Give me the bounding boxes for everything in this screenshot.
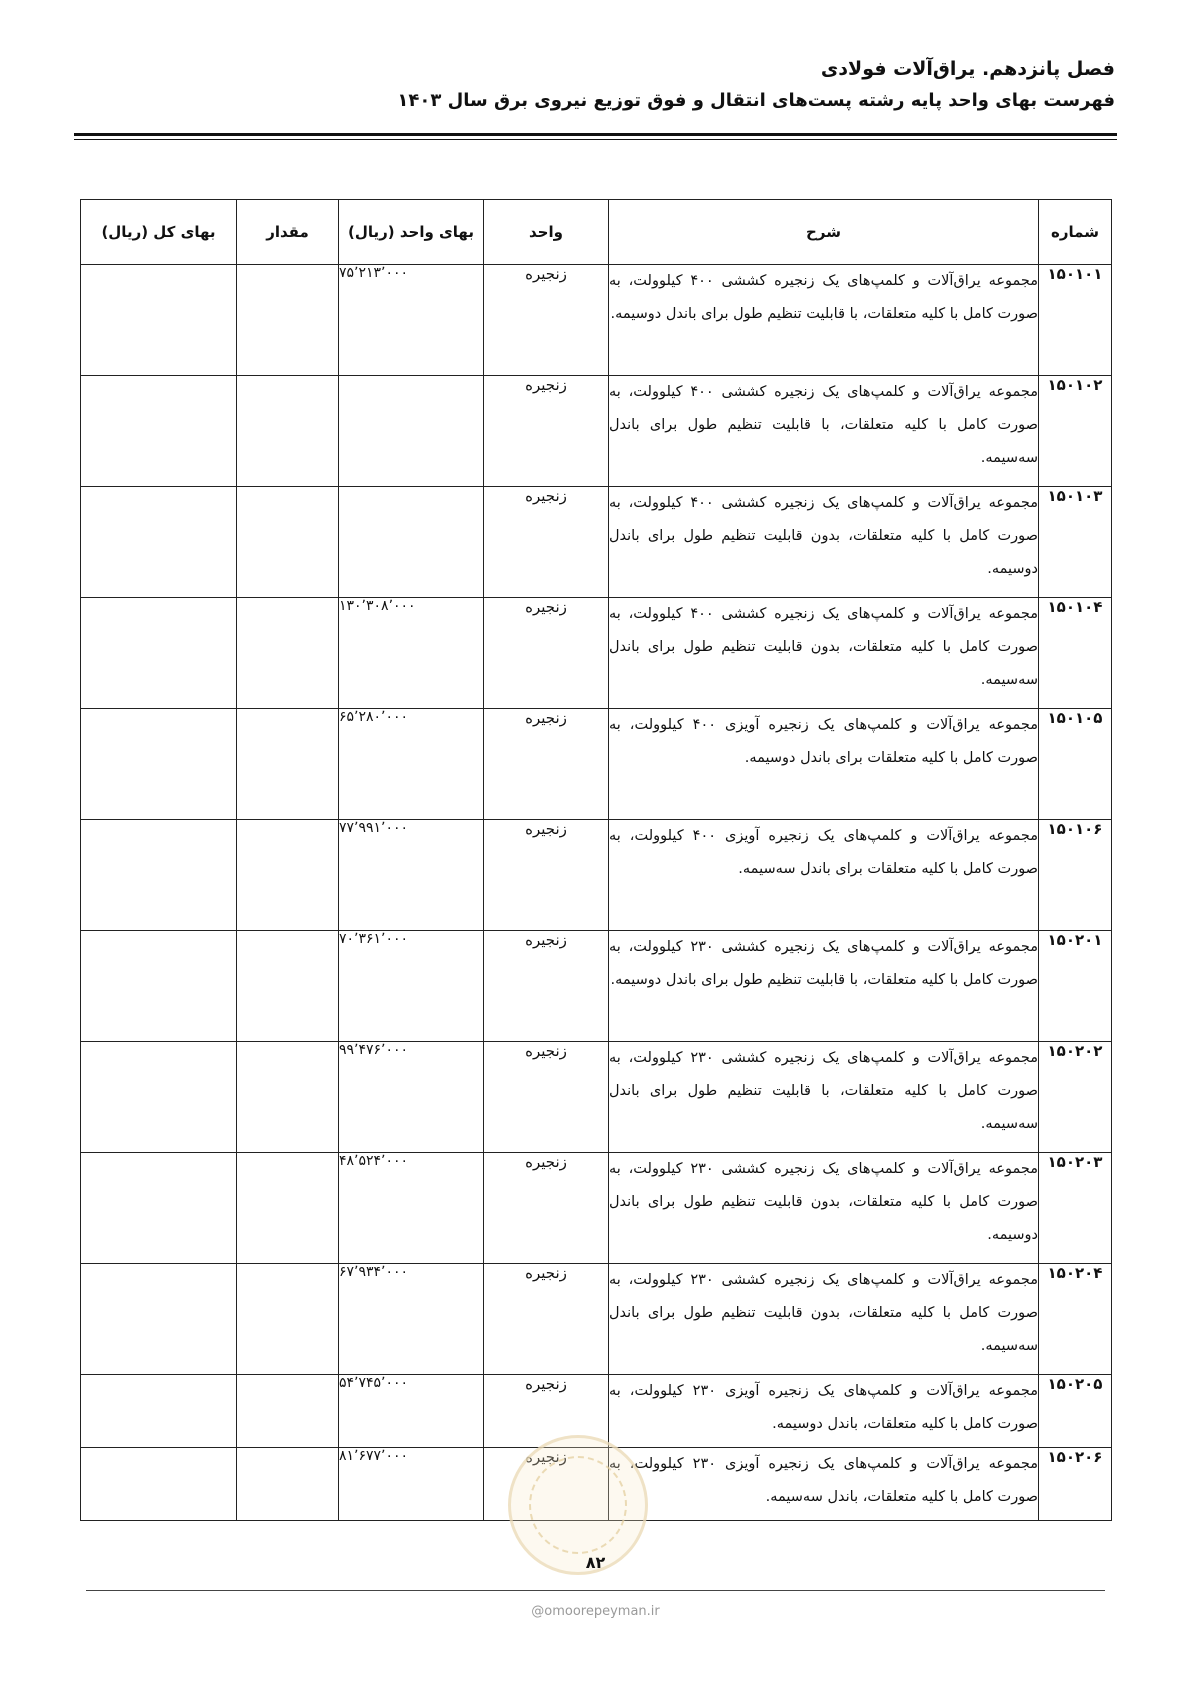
item-unit-price: ۵۴٬۷۴۵٬۰۰۰ bbox=[339, 1375, 484, 1448]
item-description: مجموعه یراق‌آلات و کلمپ‌های یک زنجیره کششی ۴۰۰ کیلوولت، به صورت کامل با کلیه متعلقات، بدون قابلیت تنظیم طول برای باندل سه‌سیمه. bbox=[609, 598, 1039, 709]
item-quantity bbox=[237, 376, 339, 487]
header-description: شرح bbox=[609, 200, 1039, 265]
seal-inner-ring bbox=[529, 1456, 627, 1554]
item-quantity bbox=[237, 1264, 339, 1375]
item-quantity bbox=[237, 1375, 339, 1448]
footer-rule bbox=[86, 1590, 1105, 1591]
item-total bbox=[81, 487, 237, 598]
item-number: ۱۵۰۱۰۶ bbox=[1039, 820, 1112, 931]
item-number: ۱۵۰۲۰۵ bbox=[1039, 1375, 1112, 1448]
item-unit-price: ۸۱٬۶۷۷٬۰۰۰ bbox=[339, 1448, 484, 1521]
item-description: مجموعه یراق‌آلات و کلمپ‌های یک زنجیره کششی ۲۳۰ کیلوولت، به صورت کامل با کلیه متعلقات، با قابلیت تنظیم طول برای باندل دوسیمه. bbox=[609, 931, 1039, 1042]
item-unit: زنجیره bbox=[484, 598, 609, 709]
item-number: ۱۵۰۱۰۳ bbox=[1039, 487, 1112, 598]
item-unit: زنجیره bbox=[484, 1448, 609, 1521]
item-unit: زنجیره bbox=[484, 376, 609, 487]
item-description: مجموعه یراق‌آلات و کلمپ‌های یک زنجیره کششی ۲۳۰ کیلوولت، به صورت کامل با کلیه متعلقات، بدون قابلیت تنظیم طول برای باندل سه‌سیمه. bbox=[609, 1264, 1039, 1375]
header-rule-thin bbox=[74, 139, 1117, 140]
item-unit: زنجیره bbox=[484, 265, 609, 376]
table-header-row bbox=[81, 200, 1112, 265]
item-quantity bbox=[237, 1042, 339, 1153]
item-number: ۱۵۰۲۰۶ bbox=[1039, 1448, 1112, 1521]
item-unit: زنجیره bbox=[484, 709, 609, 820]
page-number: ۸۲ bbox=[585, 1553, 606, 1572]
item-description: مجموعه یراق‌آلات و کلمپ‌های یک زنجیره آویزی ۴۰۰ کیلوولت، به صورت کامل با کلیه متعلقات برای باندل سه‌سیمه. bbox=[609, 820, 1039, 931]
item-number: ۱۵۰۱۰۵ bbox=[1039, 709, 1112, 820]
item-total bbox=[81, 1153, 237, 1264]
header-unit-price: بهای واحد (ریال) bbox=[339, 200, 484, 265]
item-description: مجموعه یراق‌آلات و کلمپ‌های یک زنجیره کششی ۴۰۰ کیلوولت، به صورت کامل با کلیه متعلقات، با قابلیت تنظیم طول برای باندل دوسیمه. bbox=[609, 265, 1039, 376]
item-unit-price: ۹۹٬۴۷۶٬۰۰۰ bbox=[339, 1042, 484, 1153]
header-unit: واحد bbox=[484, 200, 609, 265]
table-row bbox=[81, 1042, 1112, 1153]
item-quantity bbox=[237, 487, 339, 598]
item-unit-price: ۴۸٬۵۲۴٬۰۰۰ bbox=[339, 1153, 484, 1264]
table-row bbox=[81, 598, 1112, 709]
header-rule-thick bbox=[74, 133, 1117, 136]
item-total bbox=[81, 376, 237, 487]
item-total bbox=[81, 265, 237, 376]
item-quantity bbox=[237, 820, 339, 931]
document-subtitle: فهرست بهای واحد پایه رشته پست‌های انتقال و فوق توزیع نیروی برق سال ۱۴۰۳ bbox=[397, 90, 1115, 111]
item-unit-price bbox=[339, 487, 484, 598]
item-description: مجموعه یراق‌آلات و کلمپ‌های یک زنجیره کششی ۲۳۰ کیلوولت، به صورت کامل با کلیه متعلقات، با قابلیت تنظیم طول برای باندل سه‌سیمه. bbox=[609, 1042, 1039, 1153]
item-total bbox=[81, 820, 237, 931]
header-total-price: بهای کل (ریال) bbox=[81, 200, 237, 265]
item-total bbox=[81, 1448, 237, 1521]
item-number: ۱۵۰۱۰۴ bbox=[1039, 598, 1112, 709]
item-total bbox=[81, 1375, 237, 1448]
item-description: مجموعه یراق‌آلات و کلمپ‌های یک زنجیره آویزی ۲۳۰ کیلوولت، به صورت کامل با کلیه متعلقات، باندل سه‌سیمه. bbox=[609, 1448, 1039, 1521]
table-row bbox=[81, 265, 1112, 376]
item-quantity bbox=[237, 1153, 339, 1264]
item-unit-price: ۶۵٬۲۸۰٬۰۰۰ bbox=[339, 709, 484, 820]
item-unit: زنجیره bbox=[484, 1153, 609, 1264]
table-row bbox=[81, 376, 1112, 487]
item-number: ۱۵۰۱۰۱ bbox=[1039, 265, 1112, 376]
item-unit: زنجیره bbox=[484, 820, 609, 931]
header-quantity: مقدار bbox=[237, 200, 339, 265]
table-row bbox=[81, 820, 1112, 931]
price-table bbox=[80, 199, 1112, 1521]
item-unit-price: ۶۷٬۹۳۴٬۰۰۰ bbox=[339, 1264, 484, 1375]
item-quantity bbox=[237, 931, 339, 1042]
item-description: مجموعه یراق‌آلات و کلمپ‌های یک زنجیره کششی ۲۳۰ کیلوولت، به صورت کامل با کلیه متعلقات، بدون قابلیت تنظیم طول برای باندل دوسیمه. bbox=[609, 1153, 1039, 1264]
item-unit: زنجیره bbox=[484, 931, 609, 1042]
item-quantity bbox=[237, 265, 339, 376]
item-unit-price: ۷۷٬۹۹۱٬۰۰۰ bbox=[339, 820, 484, 931]
item-quantity bbox=[237, 1448, 339, 1521]
table-row bbox=[81, 931, 1112, 1042]
item-number: ۱۵۰۲۰۱ bbox=[1039, 931, 1112, 1042]
table-row bbox=[81, 487, 1112, 598]
item-number: ۱۵۰۲۰۳ bbox=[1039, 1153, 1112, 1264]
item-description: مجموعه یراق‌آلات و کلمپ‌های یک زنجیره کششی ۴۰۰ کیلوولت، به صورت کامل با کلیه متعلقات، بدون قابلیت تنظیم طول برای باندل دوسیمه. bbox=[609, 487, 1039, 598]
page-header bbox=[76, 56, 1115, 114]
item-unit: زنجیره bbox=[484, 1264, 609, 1375]
item-description: مجموعه یراق‌آلات و کلمپ‌های یک زنجیره آویزی ۲۳۰ کیلوولت، به صورت کامل با کلیه متعلقات، باندل دوسیمه. bbox=[609, 1375, 1039, 1448]
chapter-title: فصل پانزدهم. یراق‌آلات فولادی bbox=[820, 58, 1115, 80]
item-unit-price: ۷۰٬۳۶۱٬۰۰۰ bbox=[339, 931, 484, 1042]
watermark-text: @omoorepeyman.ir bbox=[531, 1604, 660, 1619]
item-unit: زنجیره bbox=[484, 1375, 609, 1448]
item-total bbox=[81, 709, 237, 820]
item-total bbox=[81, 931, 237, 1042]
item-number: ۱۵۰۲۰۴ bbox=[1039, 1264, 1112, 1375]
item-total bbox=[81, 1264, 237, 1375]
table-row bbox=[81, 709, 1112, 820]
item-quantity bbox=[237, 709, 339, 820]
table-row bbox=[81, 1153, 1112, 1264]
item-description: مجموعه یراق‌آلات و کلمپ‌های یک زنجیره آویزی ۴۰۰ کیلوولت، به صورت کامل با کلیه متعلقات برای باندل دوسیمه. bbox=[609, 709, 1039, 820]
item-total bbox=[81, 598, 237, 709]
item-quantity bbox=[237, 598, 339, 709]
item-unit-price: ۷۵٬۲۱۳٬۰۰۰ bbox=[339, 265, 484, 376]
item-description: مجموعه یراق‌آلات و کلمپ‌های یک زنجیره کششی ۴۰۰ کیلوولت، به صورت کامل با کلیه متعلقات، با قابلیت تنظیم طول برای باندل سه‌سیمه. bbox=[609, 376, 1039, 487]
item-unit-price: ۱۳۰٬۳۰۸٬۰۰۰ bbox=[339, 598, 484, 709]
header-number: شماره bbox=[1039, 200, 1112, 265]
table-row bbox=[81, 1264, 1112, 1375]
item-unit: زنجیره bbox=[484, 1042, 609, 1153]
item-number: ۱۵۰۱۰۲ bbox=[1039, 376, 1112, 487]
item-number: ۱۵۰۲۰۲ bbox=[1039, 1042, 1112, 1153]
item-unit: زنجیره bbox=[484, 487, 609, 598]
item-total bbox=[81, 1042, 237, 1153]
item-unit-price bbox=[339, 376, 484, 487]
